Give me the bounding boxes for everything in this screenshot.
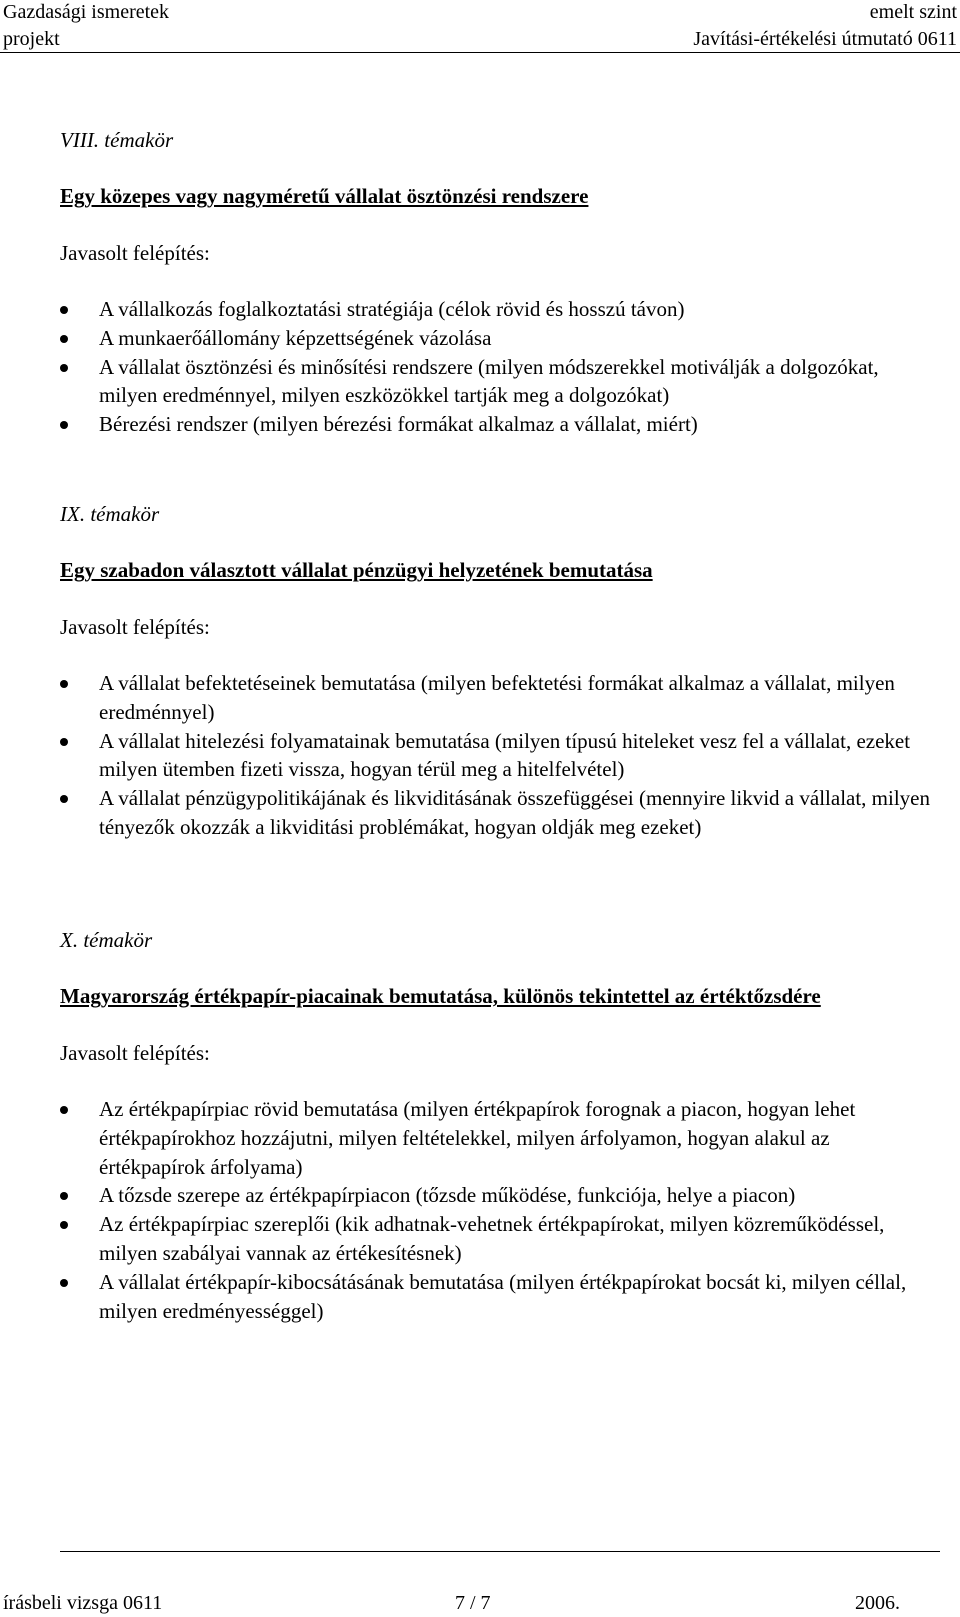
bullet-icon [60,1106,68,1114]
bullet-icon [60,364,68,372]
topic-title: Egy szabadon választott vállalat pénzügyi helyzetének bemutatása [60,558,653,582]
topic-title: Magyarország értékpapír-piacainak bemutatása, különös tekintettel az értéktőzsdére [60,984,821,1008]
header-divider [0,52,960,53]
topic-section-8 [60,126,940,439]
footer-year: 2006. [855,1592,900,1614]
bullet-icon [60,795,68,803]
bullet-list [60,295,940,439]
list-item: A vállalkozás foglalkoztatási stratégiája (célok rövid és hosszú távon) [60,295,940,324]
topic-heading: IX. témakör [60,502,160,526]
header-type: projekt [3,28,60,50]
header-subject: Gazdasági ismeretek [3,1,170,23]
list-item: Bérezési rendszer (milyen bérezési formákat alkalmaz a vállalat, miért) [60,410,940,439]
list-item: A munkaerőállomány képzettségének vázolása [60,324,940,353]
footer-exam: írásbeli vizsga 0611 [3,1592,163,1614]
list-item: Az értékpapírpiac szereplői (kik adhatnak-vehetnek értékpapírokat, milyen közreműködéssel, milyen szabályai vannak az értékesítésnek) [60,1210,940,1268]
list-item: A vállalat pénzügypolitikájának és likviditásának összefüggései (mennyire likvid a vállalat, milyen tényezők okozzák a likviditási problémákat, hogyan oldják meg ezeket) [60,784,940,842]
header-guide: Javítási-értékelési útmutató 0611 [693,28,957,50]
topic-subtitle: Javasolt felépítés: [60,1041,210,1065]
bullet-icon [60,1279,68,1287]
bullet-icon [60,1221,68,1229]
bullet-icon [60,421,68,429]
bullet-icon [60,738,68,746]
bullet-icon [60,680,68,688]
bullet-icon [60,1192,68,1200]
list-item: A vállalat ösztönzési és minősítési rendszere (milyen módszerekkel motiválják a dolgozókat, milyen eredménnyel, milyen eszközökkel tartják meg a dolgozókat) [60,353,940,411]
bullet-list [60,669,940,842]
page-number: 7 / 7 [455,1592,491,1614]
bullet-icon [60,335,68,343]
topic-section-9 [60,500,940,842]
topic-section-10 [60,926,940,1325]
topic-subtitle: Javasolt felépítés: [60,615,210,639]
list-item: Az értékpapírpiac rövid bemutatása (milyen értékpapírok forognak a piacon, hogyan lehet értékpapírokhoz hozzájutni, milyen feltételekkel, milyen árfolyamon, hogyan alakul az értékpapírok árfolyama) [60,1095,940,1181]
topic-subtitle: Javasolt felépítés: [60,241,210,265]
topic-heading: VIII. témakör [60,128,174,152]
list-item: A tőzsde szerepe az értékpapírpiacon (tőzsde működése, funkciója, helye a piacon) [60,1181,940,1210]
list-item: A vállalat értékpapír-kibocsátásának bemutatása (milyen értékpapírokat bocsát ki, milyen céllal, milyen eredményességgel) [60,1268,940,1326]
header-level: emelt szint [869,1,957,23]
bullet-list [60,1095,940,1325]
list-item: A vállalat hitelezési folyamatainak bemutatása (milyen típusú hiteleket vesz fel a vállalat, ezeket milyen ütemben fizeti vissza, hogyan térül meg a hitelfelvétel) [60,727,940,785]
list-item: A vállalat befektetéseinek bemutatása (milyen befektetési formákat alkalmaz a vállalat, milyen eredménnyel) [60,669,940,727]
topic-heading: X. témakör [60,928,153,952]
footer-divider [60,1551,940,1552]
topic-title: Egy közepes vagy nagyméretű vállalat ösztönzési rendszere [60,184,589,208]
bullet-icon [60,306,68,314]
